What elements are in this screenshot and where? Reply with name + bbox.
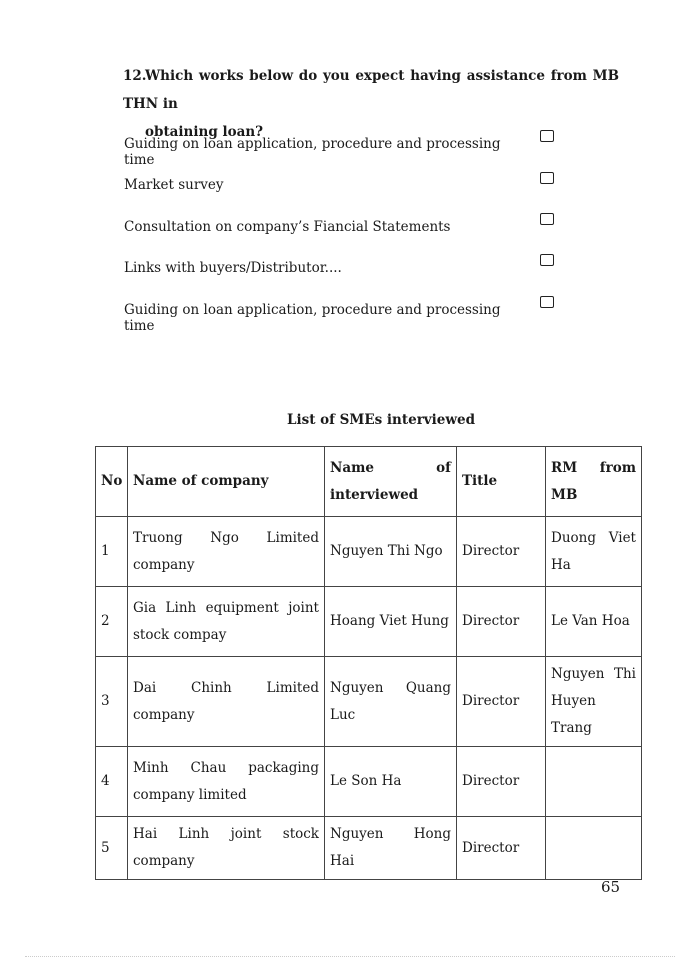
table-header-row: [96, 447, 642, 517]
table-row: [96, 587, 642, 657]
header-interviewed: Name of interviewed: [325, 447, 457, 517]
page-number: 65: [601, 878, 621, 896]
option-checkbox-2[interactable]: [540, 172, 554, 184]
option-checkbox-5[interactable]: [540, 296, 554, 308]
cell-rm: Le Van Hoa: [546, 587, 642, 657]
table-row: [96, 517, 642, 587]
question-text-line1: Which works below do you expect having assistance from MB THN in: [123, 68, 619, 112]
table-row: [96, 657, 642, 747]
header-company: Name of company: [128, 447, 325, 517]
cell-no: 4: [96, 747, 128, 817]
cell-company: Dai Chinh Limited company: [128, 657, 325, 747]
cell-title: Director: [457, 657, 546, 747]
cell-interviewed: Nguyen Quang Luc: [325, 657, 457, 747]
cell-rm: Duong Viet Ha: [546, 517, 642, 587]
question-number: 12.: [123, 68, 147, 84]
cell-title: Director: [457, 587, 546, 657]
table-row: [96, 817, 642, 880]
cell-no: 5: [96, 817, 128, 880]
cell-interviewed: Nguyen Thi Ngo: [325, 517, 457, 587]
cell-rm: [546, 817, 642, 880]
cell-interviewed: Le Son Ha: [325, 747, 457, 817]
option-checkbox-4[interactable]: [540, 254, 554, 266]
header-no: No: [96, 447, 128, 517]
option-label-5: Guiding on loan application, procedure and processing time: [124, 302, 501, 334]
cell-title: Director: [457, 517, 546, 587]
question-text-line2: obtaining loan?: [145, 124, 264, 140]
header-title: Title: [457, 447, 546, 517]
cell-no: 3: [96, 657, 128, 747]
page-bottom-rule: [25, 956, 675, 957]
option-label-4: Links with buyers/Distributor....: [124, 260, 342, 276]
cell-rm: [546, 747, 642, 817]
sme-table: [95, 446, 642, 880]
cell-rm: Nguyen Thi Huyen Trang: [546, 657, 642, 747]
cell-interviewed: Nguyen Hong Hai: [325, 817, 457, 880]
cell-company: Truong Ngo Limited company: [128, 517, 325, 587]
cell-title: Director: [457, 747, 546, 817]
table-title: List of SMEs interviewed: [286, 412, 476, 428]
header-rm: RM from MB: [546, 447, 642, 517]
cell-company: Minh Chau packaging company limited: [128, 747, 325, 817]
cell-no: 2: [96, 587, 128, 657]
cell-interviewed: Hoang Viet Hung: [325, 587, 457, 657]
table-row: [96, 747, 642, 817]
option-checkbox-3[interactable]: [540, 213, 554, 225]
cell-company: Gia Linh equipment joint stock compay: [128, 587, 325, 657]
option-label-3: Consultation on company’s Fiancial Statements: [124, 219, 451, 235]
option-label-1: Guiding on loan application, procedure and processing time: [124, 136, 501, 168]
option-label-2: Market survey: [124, 177, 224, 193]
option-checkbox-1[interactable]: [540, 130, 554, 142]
cell-company: Hai Linh joint stock company: [128, 817, 325, 880]
cell-title: Director: [457, 817, 546, 880]
cell-no: 1: [96, 517, 128, 587]
